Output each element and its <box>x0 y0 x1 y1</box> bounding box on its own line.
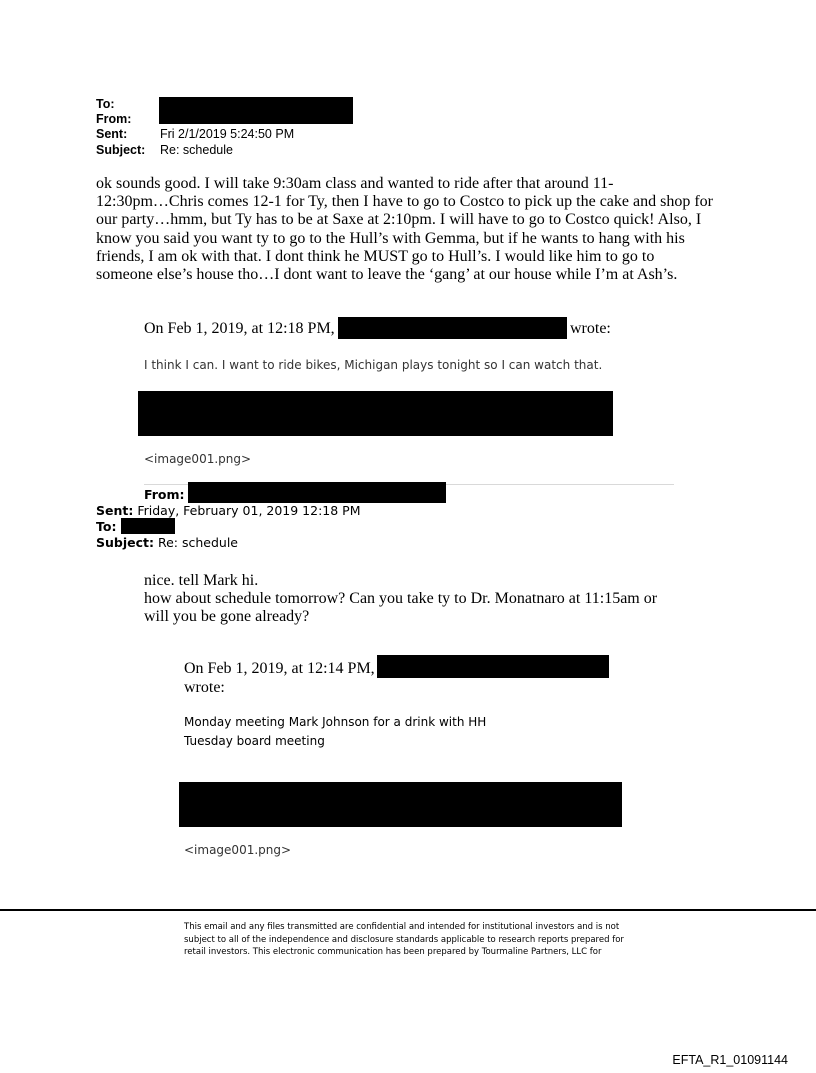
header2-to-row <box>96 519 116 535</box>
subject-label: Subject: <box>96 535 154 550</box>
header-from-row <box>96 112 160 126</box>
document-id: EFTA_R1_01091144 <box>672 1053 788 1067</box>
redaction-sender <box>377 655 609 678</box>
quote-intro: On Feb 1, 2019, at 12:14 PM, <box>184 660 375 677</box>
message-line: nice. tell Mark hi. <box>144 572 259 589</box>
message-line: friends, I am ok with that. I dont think he MUST go to Hull’s. I would like him to go to <box>96 247 655 265</box>
message-line: how about schedule tomorrow? Can you take ty to Dr. Monatnaro at 11:15am or <box>144 590 658 608</box>
sent-label: Sent: <box>96 503 134 518</box>
to-label: To: <box>96 519 117 534</box>
sent-value: Friday, February 01, 2019 12:18 PM <box>137 503 361 518</box>
subject-value: Re: schedule <box>160 143 233 157</box>
from-label: From: <box>96 112 132 126</box>
footer-divider <box>0 909 816 911</box>
header-sent-row <box>96 127 294 141</box>
redaction-signature <box>138 391 613 436</box>
message-line: ok sounds good. I will take 9:30am class and wanted to ride after that around 11- <box>96 175 614 192</box>
image-attachment-link[interactable]: <image001.png> <box>184 843 292 857</box>
redaction-to <box>121 518 175 534</box>
from-label: From: <box>144 487 185 502</box>
header2-sent-row <box>96 503 361 519</box>
redaction-sender <box>338 317 567 339</box>
redaction-signature <box>179 782 622 827</box>
subject-label: Subject: <box>96 143 146 157</box>
quote-wrote: wrote: <box>184 679 225 696</box>
message-body <box>144 572 704 627</box>
redaction-from <box>188 482 446 503</box>
disclaimer-line: subject to all of the independence and disclosure standards applicable to research reports prepared for <box>184 934 624 945</box>
sent-value: Fri 2/1/2019 5:24:50 PM <box>160 127 295 141</box>
header-to-row <box>96 97 160 111</box>
message-line: know you said you want ty to go to the Hull’s with Gemma, but if he wants to hang with his <box>96 229 685 247</box>
quote-intro: On Feb 1, 2019, at 12:18 PM, <box>144 320 335 337</box>
quote-text: I think I can. I want to ride bikes, Michigan plays tonight so I can watch that. <box>144 358 603 372</box>
message-line: someone else’s house tho…I dont want to leave the ‘gang’ at our house while I’m at Ash’s. <box>96 266 678 284</box>
sent-label: Sent: <box>96 127 128 141</box>
quote-line: Monday meeting Mark Johnson for a drink with HH <box>184 715 487 729</box>
image-attachment-link[interactable]: <image001.png> <box>144 452 252 466</box>
disclaimer-line: retail investors. This electronic communication has been prepared by Tourmaline Partners, LLC for <box>184 947 602 957</box>
header2-subject-row <box>96 535 238 551</box>
message-line: 12:30pm…Chris comes 12-1 for Ty, then I have to go to Costco to pick up the cake and shop for <box>96 193 713 211</box>
disclaimer <box>184 921 634 959</box>
message-line: our party…hmm, but Ty has to be at Saxe at 2:10pm. I will have to go to Costco quick! Also, I <box>96 211 702 229</box>
message-line: will you be gone already? <box>144 608 310 626</box>
subject-value: Re: schedule <box>157 535 239 550</box>
quote-wrote: wrote: <box>570 320 611 337</box>
disclaimer-line: This email and any files transmitted are confidential and intended for institutional investors and is not <box>184 922 620 932</box>
header-subject-row <box>96 143 233 157</box>
quote-line: Tuesday board meeting <box>184 734 325 748</box>
quote-text <box>184 713 486 751</box>
to-label: To: <box>96 97 115 111</box>
message-body <box>96 175 736 284</box>
header2-from-row <box>144 487 185 503</box>
redaction-to <box>159 97 353 124</box>
